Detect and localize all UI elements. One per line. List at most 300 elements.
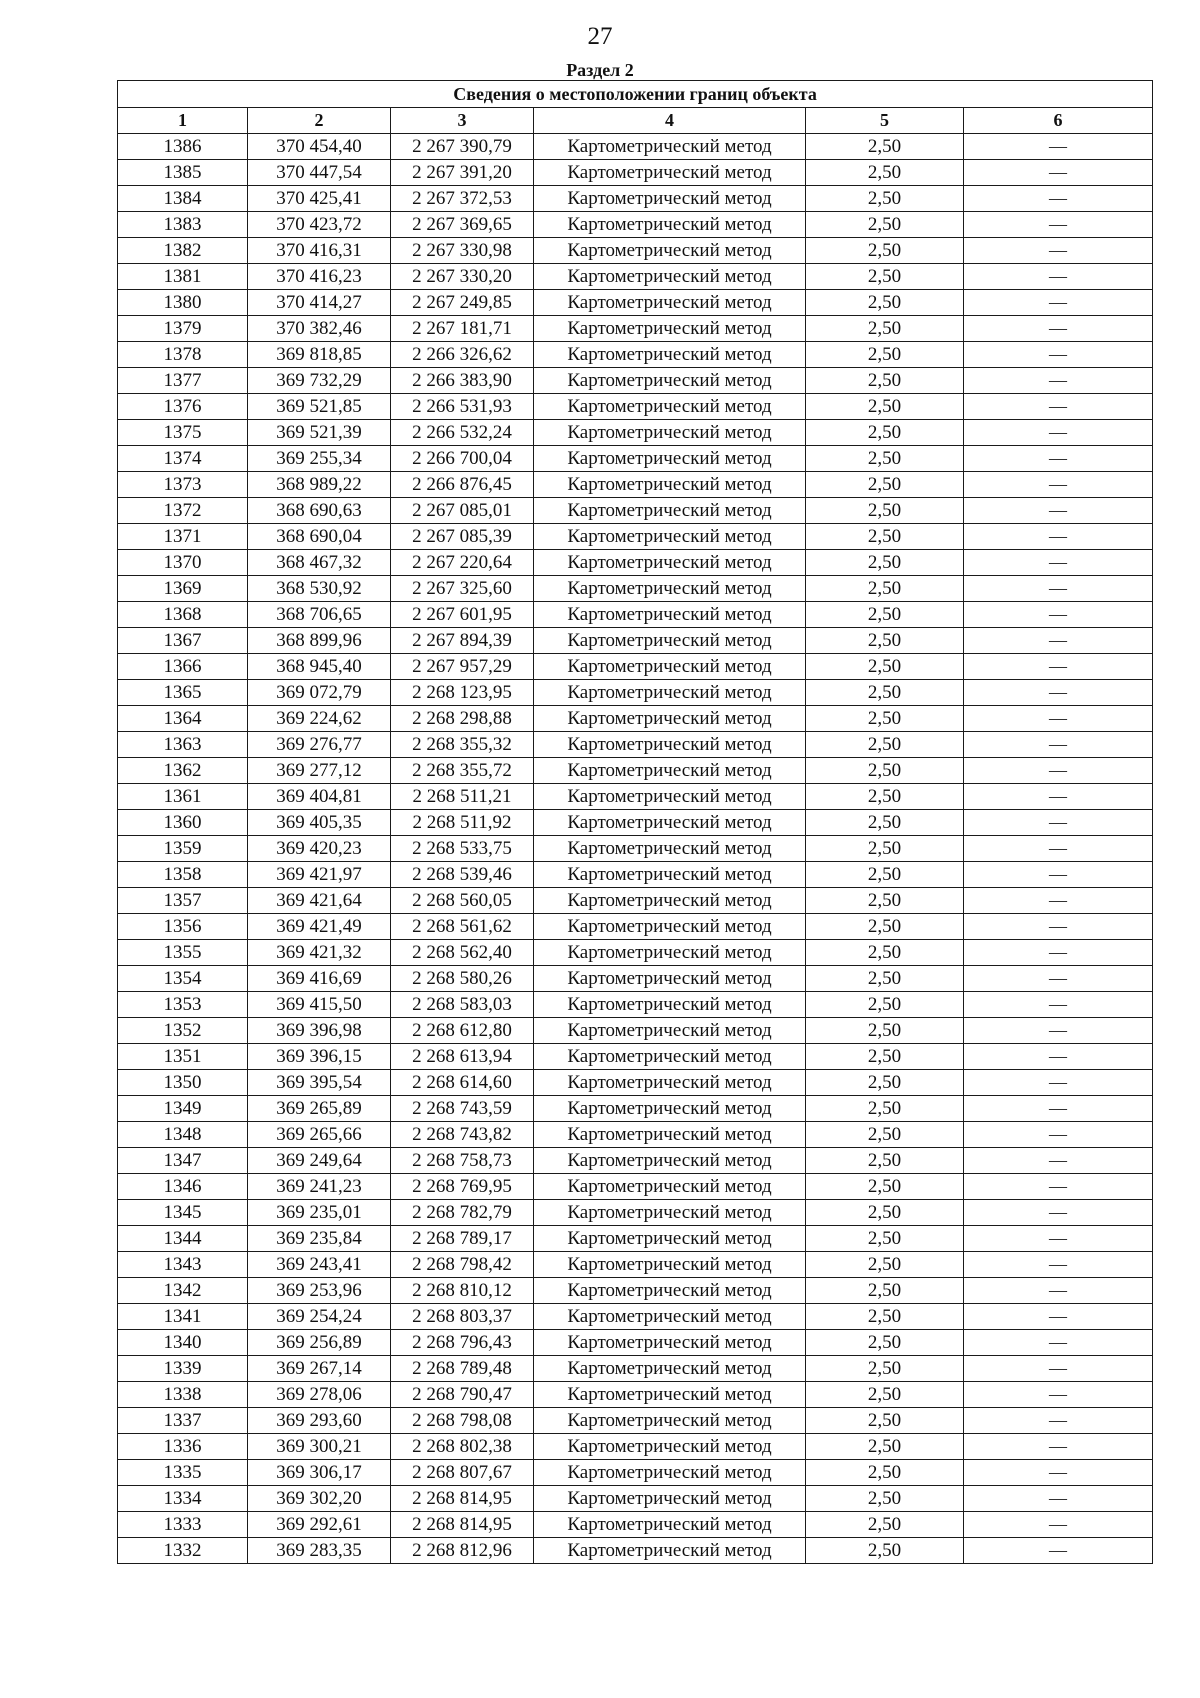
table-row [118,1538,1153,1564]
accuracy-cell: 2,50 [806,1018,964,1044]
table-row [118,966,1153,992]
method-cell: Картометрический метод [534,290,806,316]
point-number-cell: 1347 [118,1148,248,1174]
x-coordinate-cell: 369 265,66 [248,1122,391,1148]
point-number-cell: 1353 [118,992,248,1018]
y-coordinate-cell: 2 268 562,40 [391,940,534,966]
y-coordinate-cell: 2 268 614,60 [391,1070,534,1096]
table-row [118,992,1153,1018]
table-row [118,836,1153,862]
point-number-cell: 1355 [118,940,248,966]
point-number-cell: 1334 [118,1486,248,1512]
table-row [118,1304,1153,1330]
y-coordinate-cell: 2 267 330,20 [391,264,534,290]
table-row [118,576,1153,602]
y-coordinate-cell: 2 267 220,64 [391,550,534,576]
table-row [118,368,1153,394]
column-header-4: 4 [534,108,806,134]
accuracy-cell: 2,50 [806,1538,964,1564]
accuracy-cell: 2,50 [806,1070,964,1096]
x-coordinate-cell: 369 421,32 [248,940,391,966]
description-cell: — [964,1330,1153,1356]
method-cell: Картометрический метод [534,1278,806,1304]
method-cell: Картометрический метод [534,706,806,732]
table-row [118,628,1153,654]
method-cell: Картометрический метод [534,1304,806,1330]
table-row [118,1330,1153,1356]
x-coordinate-cell: 369 267,14 [248,1356,391,1382]
y-coordinate-cell: 2 267 330,98 [391,238,534,264]
accuracy-cell: 2,50 [806,186,964,212]
description-cell: — [964,914,1153,940]
description-cell: — [964,1070,1153,1096]
accuracy-cell: 2,50 [806,576,964,602]
x-coordinate-cell: 369 255,34 [248,446,391,472]
method-cell: Картометрический метод [534,160,806,186]
point-number-cell: 1385 [118,160,248,186]
section-title: Раздел 2 [566,60,634,80]
point-number-cell: 1332 [118,1538,248,1564]
table-row [118,342,1153,368]
y-coordinate-cell: 2 268 743,59 [391,1096,534,1122]
y-coordinate-cell: 2 268 613,94 [391,1044,534,1070]
y-coordinate-cell: 2 268 803,37 [391,1304,534,1330]
x-coordinate-cell: 370 382,46 [248,316,391,342]
description-cell: — [964,290,1153,316]
table-header-row [118,108,1153,134]
point-number-cell: 1381 [118,264,248,290]
y-coordinate-cell: 2 268 802,38 [391,1434,534,1460]
description-cell: — [964,940,1153,966]
accuracy-cell: 2,50 [806,1226,964,1252]
y-coordinate-cell: 2 268 758,73 [391,1148,534,1174]
accuracy-cell: 2,50 [806,1460,964,1486]
method-cell: Картометрический метод [534,680,806,706]
point-number-cell: 1350 [118,1070,248,1096]
method-cell: Картометрический метод [534,472,806,498]
x-coordinate-cell: 369 235,84 [248,1226,391,1252]
description-cell: — [964,1278,1153,1304]
point-number-cell: 1364 [118,706,248,732]
x-coordinate-cell: 370 447,54 [248,160,391,186]
accuracy-cell: 2,50 [806,680,964,706]
x-coordinate-cell: 370 416,31 [248,238,391,264]
point-number-cell: 1377 [118,368,248,394]
y-coordinate-cell: 2 267 085,01 [391,498,534,524]
y-coordinate-cell: 2 268 511,92 [391,810,534,836]
x-coordinate-cell: 369 256,89 [248,1330,391,1356]
description-cell: — [964,446,1153,472]
accuracy-cell: 2,50 [806,290,964,316]
table-row [118,524,1153,550]
method-cell: Картометрический метод [534,524,806,550]
x-coordinate-cell: 370 414,27 [248,290,391,316]
y-coordinate-cell: 2 268 123,95 [391,680,534,706]
y-coordinate-cell: 2 268 580,26 [391,966,534,992]
method-cell: Картометрический метод [534,1512,806,1538]
point-number-cell: 1358 [118,862,248,888]
method-cell: Картометрический метод [534,784,806,810]
point-number-cell: 1370 [118,550,248,576]
accuracy-cell: 2,50 [806,1512,964,1538]
method-cell: Картометрический метод [534,134,806,160]
point-number-cell: 1348 [118,1122,248,1148]
description-cell: — [964,732,1153,758]
table-row [118,602,1153,628]
accuracy-cell: 2,50 [806,1382,964,1408]
description-cell: — [964,758,1153,784]
description-cell: — [964,810,1153,836]
method-cell: Картометрический метод [534,1018,806,1044]
accuracy-cell: 2,50 [806,1434,964,1460]
description-cell: — [964,680,1153,706]
y-coordinate-cell: 2 268 743,82 [391,1122,534,1148]
accuracy-cell: 2,50 [806,1096,964,1122]
point-number-cell: 1339 [118,1356,248,1382]
accuracy-cell: 2,50 [806,212,964,238]
y-coordinate-cell: 2 266 700,04 [391,446,534,472]
y-coordinate-cell: 2 268 539,46 [391,862,534,888]
y-coordinate-cell: 2 268 814,95 [391,1486,534,1512]
y-coordinate-cell: 2 268 769,95 [391,1174,534,1200]
description-cell: — [964,1408,1153,1434]
y-coordinate-cell: 2 268 789,17 [391,1226,534,1252]
x-coordinate-cell: 369 254,24 [248,1304,391,1330]
point-number-cell: 1354 [118,966,248,992]
table-row [118,1044,1153,1070]
method-cell: Картометрический метод [534,602,806,628]
method-cell: Картометрический метод [534,888,806,914]
description-cell: — [964,1512,1153,1538]
table-row [118,1486,1153,1512]
y-coordinate-cell: 2 267 894,39 [391,628,534,654]
y-coordinate-cell: 2 268 814,95 [391,1512,534,1538]
point-number-cell: 1333 [118,1512,248,1538]
x-coordinate-cell: 369 278,06 [248,1382,391,1408]
point-number-cell: 1369 [118,576,248,602]
y-coordinate-cell: 2 266 532,24 [391,420,534,446]
y-coordinate-cell: 2 267 085,39 [391,524,534,550]
description-cell: — [964,1174,1153,1200]
table-row [118,1460,1153,1486]
table-row [118,654,1153,680]
description-cell: — [964,212,1153,238]
table-row [118,134,1153,160]
accuracy-cell: 2,50 [806,758,964,784]
description-cell: — [964,134,1153,160]
accuracy-cell: 2,50 [806,654,964,680]
description-cell: — [964,498,1153,524]
table-row [118,264,1153,290]
page-number: 27 [587,23,613,50]
accuracy-cell: 2,50 [806,1486,964,1512]
table-row [118,1356,1153,1382]
method-cell: Картометрический метод [534,810,806,836]
accuracy-cell: 2,50 [806,1408,964,1434]
y-coordinate-cell: 2 268 810,12 [391,1278,534,1304]
description-cell: — [964,550,1153,576]
method-cell: Картометрический метод [534,316,806,342]
x-coordinate-cell: 369 420,23 [248,836,391,862]
accuracy-cell: 2,50 [806,1148,964,1174]
point-number-cell: 1366 [118,654,248,680]
description-cell: — [964,784,1153,810]
method-cell: Картометрический метод [534,498,806,524]
point-number-cell: 1362 [118,758,248,784]
x-coordinate-cell: 369 235,01 [248,1200,391,1226]
column-header-3: 3 [391,108,534,134]
table-row [118,1408,1153,1434]
accuracy-cell: 2,50 [806,914,964,940]
point-number-cell: 1365 [118,680,248,706]
table-row [118,1434,1153,1460]
x-coordinate-cell: 370 423,72 [248,212,391,238]
description-cell: — [964,1382,1153,1408]
table-row [118,1122,1153,1148]
method-cell: Картометрический метод [534,914,806,940]
method-cell: Картометрический метод [534,1408,806,1434]
accuracy-cell: 2,50 [806,134,964,160]
x-coordinate-cell: 369 521,85 [248,394,391,420]
y-coordinate-cell: 2 266 876,45 [391,472,534,498]
y-coordinate-cell: 2 266 531,93 [391,394,534,420]
y-coordinate-cell: 2 268 798,08 [391,1408,534,1434]
description-cell: — [964,1460,1153,1486]
y-coordinate-cell: 2 268 298,88 [391,706,534,732]
table-row [118,784,1153,810]
description-cell: — [964,888,1153,914]
point-number-cell: 1384 [118,186,248,212]
point-number-cell: 1360 [118,810,248,836]
description-cell: — [964,1486,1153,1512]
description-cell: — [964,186,1153,212]
table-row [118,1226,1153,1252]
x-coordinate-cell: 369 521,39 [248,420,391,446]
description-cell: — [964,1200,1153,1226]
y-coordinate-cell: 2 268 798,42 [391,1252,534,1278]
x-coordinate-cell: 369 416,69 [248,966,391,992]
method-cell: Картометрический метод [534,368,806,394]
table-row [118,160,1153,186]
accuracy-cell: 2,50 [806,602,964,628]
table-row [118,1018,1153,1044]
x-coordinate-cell: 369 405,35 [248,810,391,836]
accuracy-cell: 2,50 [806,992,964,1018]
point-number-cell: 1361 [118,784,248,810]
point-number-cell: 1380 [118,290,248,316]
description-cell: — [964,1252,1153,1278]
point-number-cell: 1357 [118,888,248,914]
table-row [118,1148,1153,1174]
column-header-2: 2 [248,108,391,134]
point-number-cell: 1375 [118,420,248,446]
x-coordinate-cell: 368 690,63 [248,498,391,524]
x-coordinate-cell: 369 395,54 [248,1070,391,1096]
method-cell: Картометрический метод [534,732,806,758]
description-cell: — [964,966,1153,992]
y-coordinate-cell: 2 268 355,72 [391,758,534,784]
y-coordinate-cell: 2 268 790,47 [391,1382,534,1408]
table-row [118,914,1153,940]
method-cell: Картометрический метод [534,212,806,238]
description-cell: — [964,1044,1153,1070]
x-coordinate-cell: 368 706,65 [248,602,391,628]
accuracy-cell: 2,50 [806,966,964,992]
x-coordinate-cell: 368 899,96 [248,628,391,654]
accuracy-cell: 2,50 [806,1252,964,1278]
method-cell: Картометрический метод [534,446,806,472]
method-cell: Картометрический метод [534,1174,806,1200]
accuracy-cell: 2,50 [806,836,964,862]
description-cell: — [964,1148,1153,1174]
accuracy-cell: 2,50 [806,940,964,966]
point-number-cell: 1379 [118,316,248,342]
description-cell: — [964,342,1153,368]
description-cell: — [964,472,1153,498]
y-coordinate-cell: 2 268 612,80 [391,1018,534,1044]
accuracy-cell: 2,50 [806,1044,964,1070]
description-cell: — [964,1538,1153,1564]
y-coordinate-cell: 2 267 390,79 [391,134,534,160]
x-coordinate-cell: 368 530,92 [248,576,391,602]
method-cell: Картометрический метод [534,1434,806,1460]
x-coordinate-cell: 370 416,23 [248,264,391,290]
description-cell: — [964,264,1153,290]
accuracy-cell: 2,50 [806,784,964,810]
x-coordinate-cell: 369 306,17 [248,1460,391,1486]
point-number-cell: 1382 [118,238,248,264]
x-coordinate-cell: 369 818,85 [248,342,391,368]
accuracy-cell: 2,50 [806,1174,964,1200]
point-number-cell: 1374 [118,446,248,472]
description-cell: — [964,1096,1153,1122]
accuracy-cell: 2,50 [806,862,964,888]
table-row [118,1096,1153,1122]
x-coordinate-cell: 368 467,32 [248,550,391,576]
column-header-1: 1 [118,108,248,134]
point-number-cell: 1376 [118,394,248,420]
method-cell: Картометрический метод [534,1096,806,1122]
table-row [118,498,1153,524]
method-cell: Картометрический метод [534,342,806,368]
y-coordinate-cell: 2 268 533,75 [391,836,534,862]
table-row [118,706,1153,732]
accuracy-cell: 2,50 [806,472,964,498]
description-cell: — [964,1434,1153,1460]
x-coordinate-cell: 369 293,60 [248,1408,391,1434]
description-cell: — [964,602,1153,628]
table-row [118,186,1153,212]
accuracy-cell: 2,50 [806,1330,964,1356]
table-caption-row [118,81,1153,108]
x-coordinate-cell: 369 421,64 [248,888,391,914]
x-coordinate-cell: 369 415,50 [248,992,391,1018]
accuracy-cell: 2,50 [806,524,964,550]
method-cell: Картометрический метод [534,758,806,784]
method-cell: Картометрический метод [534,1044,806,1070]
method-cell: Картометрический метод [534,1200,806,1226]
x-coordinate-cell: 369 276,77 [248,732,391,758]
method-cell: Картометрический метод [534,992,806,1018]
method-cell: Картометрический метод [534,966,806,992]
table-row [118,550,1153,576]
method-cell: Картометрический метод [534,836,806,862]
table-row [118,394,1153,420]
method-cell: Картометрический метод [534,1486,806,1512]
table-row [118,290,1153,316]
accuracy-cell: 2,50 [806,316,964,342]
x-coordinate-cell: 369 396,98 [248,1018,391,1044]
table-row [118,212,1153,238]
accuracy-cell: 2,50 [806,394,964,420]
y-coordinate-cell: 2 267 249,85 [391,290,534,316]
description-cell: — [964,238,1153,264]
x-coordinate-cell: 369 302,20 [248,1486,391,1512]
x-coordinate-cell: 369 396,15 [248,1044,391,1070]
point-number-cell: 1352 [118,1018,248,1044]
x-coordinate-cell: 368 945,40 [248,654,391,680]
column-header-6: 6 [964,108,1153,134]
point-number-cell: 1345 [118,1200,248,1226]
table-row [118,472,1153,498]
accuracy-cell: 2,50 [806,1356,964,1382]
table-row [118,316,1153,342]
y-coordinate-cell: 2 268 782,79 [391,1200,534,1226]
description-cell: — [964,160,1153,186]
column-header-5: 5 [806,108,964,134]
description-cell: — [964,654,1153,680]
x-coordinate-cell: 369 732,29 [248,368,391,394]
x-coordinate-cell: 369 243,41 [248,1252,391,1278]
point-number-cell: 1344 [118,1226,248,1252]
method-cell: Картометрический метод [534,238,806,264]
point-number-cell: 1383 [118,212,248,238]
y-coordinate-cell: 2 268 789,48 [391,1356,534,1382]
table-row [118,1252,1153,1278]
table-row [118,420,1153,446]
x-coordinate-cell: 369 421,97 [248,862,391,888]
description-cell: — [964,1122,1153,1148]
x-coordinate-cell: 369 283,35 [248,1538,391,1564]
y-coordinate-cell: 2 268 807,67 [391,1460,534,1486]
method-cell: Картометрический метод [534,186,806,212]
accuracy-cell: 2,50 [806,1304,964,1330]
method-cell: Картометрический метод [534,550,806,576]
method-cell: Картометрический метод [534,1330,806,1356]
table-row [118,732,1153,758]
table-caption: Сведения о местоположении границ объекта [118,81,1153,108]
table-row [118,446,1153,472]
x-coordinate-cell: 368 989,22 [248,472,391,498]
x-coordinate-cell: 369 253,96 [248,1278,391,1304]
description-cell: — [964,862,1153,888]
accuracy-cell: 2,50 [806,628,964,654]
table-body [118,134,1153,1564]
description-cell: — [964,1304,1153,1330]
point-number-cell: 1386 [118,134,248,160]
y-coordinate-cell: 2 268 812,96 [391,1538,534,1564]
description-cell: — [964,1356,1153,1382]
description-cell: — [964,394,1153,420]
table-row [118,238,1153,264]
x-coordinate-cell: 369 277,12 [248,758,391,784]
description-cell: — [964,706,1153,732]
accuracy-cell: 2,50 [806,732,964,758]
description-cell: — [964,368,1153,394]
y-coordinate-cell: 2 268 511,21 [391,784,534,810]
description-cell: — [964,992,1153,1018]
table-row [118,1512,1153,1538]
